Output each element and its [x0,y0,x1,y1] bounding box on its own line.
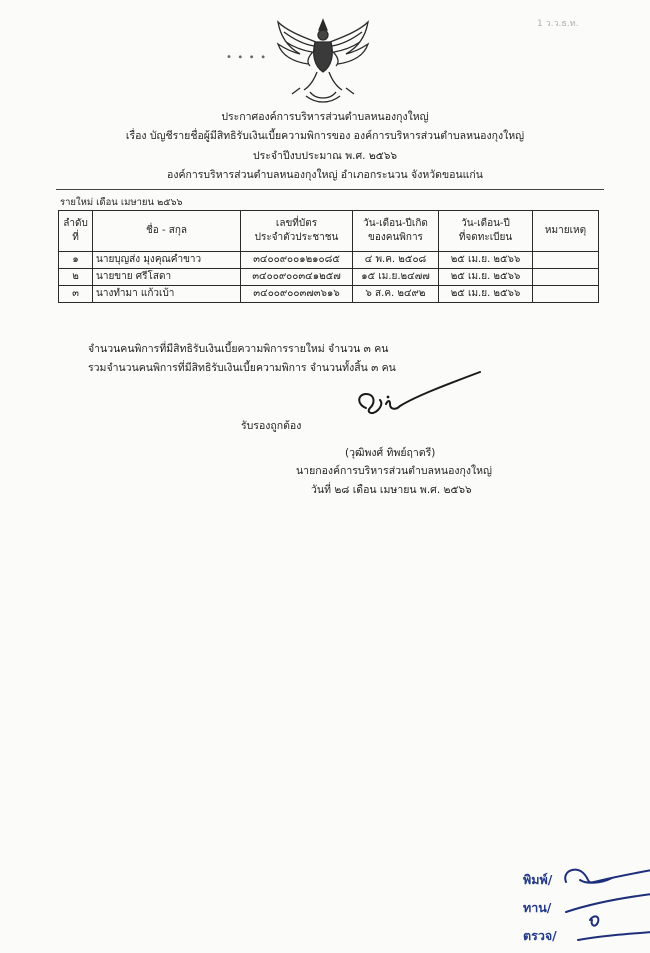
table-row [59,252,599,269]
garuda-emblem-icon [270,16,376,104]
cell-birth: ๑๕ เม.ย.๒๔๗๗ [353,269,439,286]
cell-no: ๓ [59,286,93,303]
col-header-birth [353,211,439,252]
corner-print-label: พิมพ์/ [523,872,553,887]
table-row [59,269,599,286]
cell-birth: ๖ ส.ค. ๒๔๙๒ [353,286,439,303]
decorative-dots: • ∙ ∙ ∙ [226,52,268,63]
col-header-no-line1: ลำดับ [63,218,88,229]
header-title: ประกาศองค์การบริหารส่วนตำบลหนองกุงใหญ่ [221,111,429,123]
cell-name: นางทำมา แก้วเบ้า [93,286,241,303]
col-header-id [241,211,353,252]
cell-registered: ๒๕ เม.ย. ๒๕๖๖ [439,269,533,286]
col-header-note: หมายเหตุ [533,211,599,252]
cell-no: ๒ [59,269,93,286]
signer-position: นายกองค์การบริหารส่วนตำบลหนองกุงใหญ่ [296,465,493,477]
cell-id: ๓๔๐๐๙๐๐๑๒๑๐๘๕ [241,252,353,269]
table-caption: รายใหม่ เดือน เมษายน ๒๕๖๖ [60,197,183,208]
cell-name: นายบุญส่ง มุงคุณคำขาว [93,252,241,269]
cell-note [533,252,599,269]
table-header-row [59,211,599,252]
cell-note [533,269,599,286]
col-header-no [59,211,93,252]
corner-check-label: ตรวจ/ [523,928,557,943]
signed-date: วันที่ ๒๘ เดือน เมษายน พ.ศ. ๒๕๖๖ [311,484,472,496]
corner-stamp: 1 ว.ว.ธ.ท. [537,19,579,29]
cell-note [533,286,599,303]
col-header-name: ชื่อ - สกุล [93,211,241,252]
col-header-reg-line2: ที่จดทะเบียน [458,232,513,243]
col-header-registered [439,211,533,252]
corner-draft-label: ทาน/ [523,900,552,915]
cell-registered: ๒๕ เม.ย. ๒๕๖๖ [439,286,533,303]
col-header-id-line2: ประจำตัวประชาชน [254,232,339,243]
beneficiary-table [58,210,599,303]
cell-registered: ๒๕ เม.ย. ๒๕๖๖ [439,252,533,269]
table-row [59,286,599,303]
summary-total-count: รวมจำนวนคนพิการที่มีสิทธิรับเงินเบี้ยความพิการ จำนวนทั้งสิ้น ๓ คน [88,362,396,374]
corner-initials-mark [560,858,650,953]
cell-no: ๑ [59,252,93,269]
signer-name: (วุฒิพงศ์ ทิพย์ฤาตรี) [345,447,436,459]
summary-new-count: จำนวนคนพิการที่มีสิทธิรับเงินเบี้ยความพิการรายใหม่ จำนวน ๓ คน [88,343,389,355]
header-subject: เรื่อง บัญชีรายชื่อผู้มีสิทธิรับเงินเบี้ยความพิการของ องค์การบริหารส่วนตำบลหนองกุงใหญ่ [125,130,525,142]
divider [56,189,604,190]
col-header-no-line2: ที่ [72,232,79,243]
col-header-birth-line2: ของคนพิการ [368,232,423,243]
cell-id: ๓๔๐๐๙๐๐๓๗๓๖๑๖ [241,286,353,303]
header-location: องค์การบริหารส่วนตำบลหนองกุงใหญ่ อำเภอกระนวน จังหวัดขอนแก่น [167,169,483,181]
cell-id: ๓๔๐๐๙๐๐๓๔๑๒๕๗ [241,269,353,286]
col-header-birth-line1: วัน-เดือน-ปีเกิด [363,218,428,229]
col-header-id-line1: เลขที่บัตร [275,218,318,229]
cell-birth: ๔ พ.ค. ๒๕๐๘ [353,252,439,269]
signature-mark [352,370,492,430]
certify-label: รับรองถูกต้อง [241,420,302,432]
col-header-reg-line1: วัน-เดือน-ปี [461,218,510,229]
cell-name: นายขาย ศรีโสดา [93,269,241,286]
header-fiscal-year: ประจำปีงบประมาณ พ.ศ. ๒๕๖๖ [252,150,398,162]
